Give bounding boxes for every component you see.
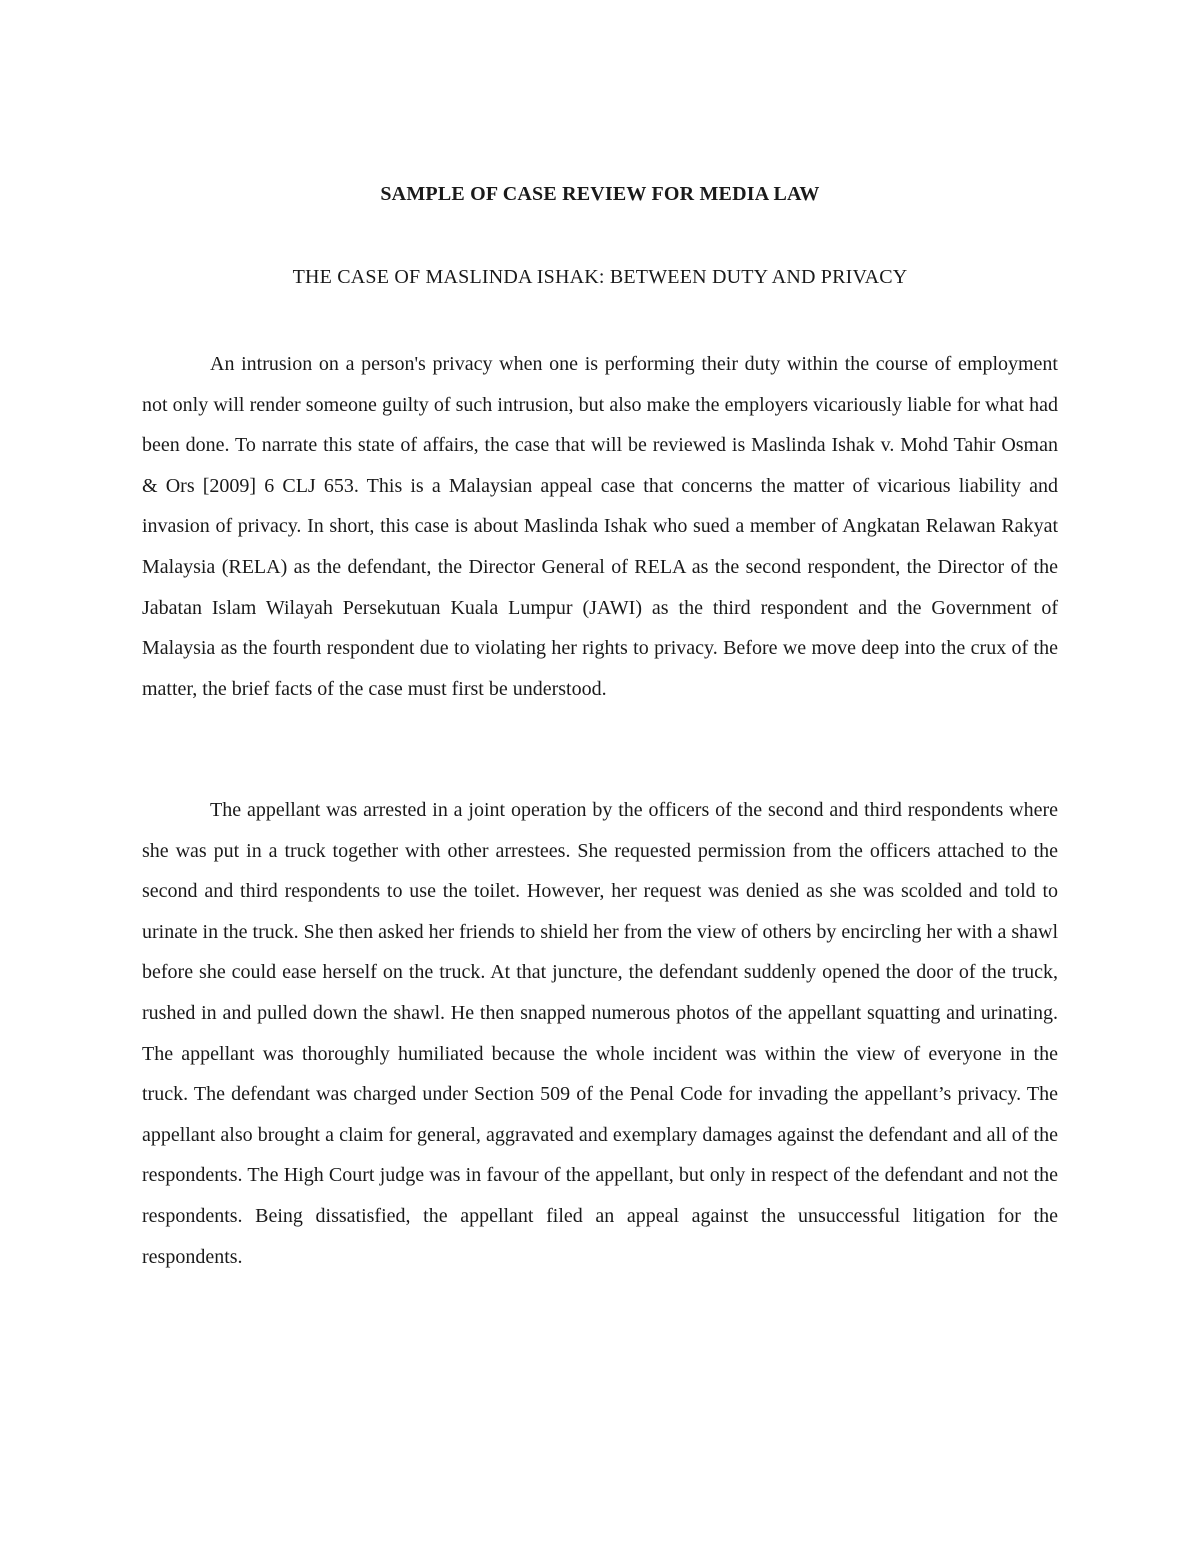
paragraph-facts: The appellant was arrested in a joint operation by the officers of the second and third respondents where she was put in a truck together with other arrestees. She requested permission from the officers attached to the second and third respondents to use the toilet. However, her request was denied as she was scolded and told to urinate in the truck. She then asked her friends to shield her from the view of others by encircling her with a shawl before she could ease herself on the truck. At that juncture, the defendant suddenly opened the door of the truck, rushed in and pulled down the shawl. He then snapped numerous photos of the appellant squatting and urinating. The appellant was thoroughly humiliated because the whole incident was within the view of everyone in the truck. The defendant was charged under Section 509 of the Penal Code for invading the appellant’s privacy. The appellant also brought a claim for general, aggravated and exemplary damages against the defendant and all of the respondents. The High Court judge was in favour of the appellant, but only in respect of the defendant and not the respondents. Being dissatisfied, the appellant filed an appeal against the unsuccessful litigation for the respondents.: [142, 799, 1058, 1268]
document-subtitle: THE CASE OF MASLINDA ISHAK: BETWEEN DUTY AND PRIVACY: [292, 266, 908, 288]
document-title: SAMPLE OF CASE REVIEW FOR MEDIA LAW: [380, 183, 820, 205]
paragraph-introduction: An intrusion on a person's privacy when one is performing their duty within the course of employment not only will render someone guilty of such intrusion, but also make the employers vicariously liable for what had been done. To narrate this state of affairs, the case that will be reviewed is Maslinda Ishak v. Mohd Tahir Osman & Ors [2009] 6 CLJ 653. This is a Malaysian appeal case that concerns the matter of vicarious liability and invasion of privacy. In short, this case is about Maslinda Ishak who sued a member of Angkatan Relawan Rakyat Malaysia (RELA) as the defendant, the Director General of RELA as the second respondent, the Director of the Jabatan Islam Wilayah Persekutuan Kuala Lumpur (JAWI) as the third respondent and the Government of Malaysia as the fourth respondent due to violating her rights to privacy. Before we move deep into the crux of the matter, the brief facts of the case must first be understood.: [142, 353, 1058, 700]
